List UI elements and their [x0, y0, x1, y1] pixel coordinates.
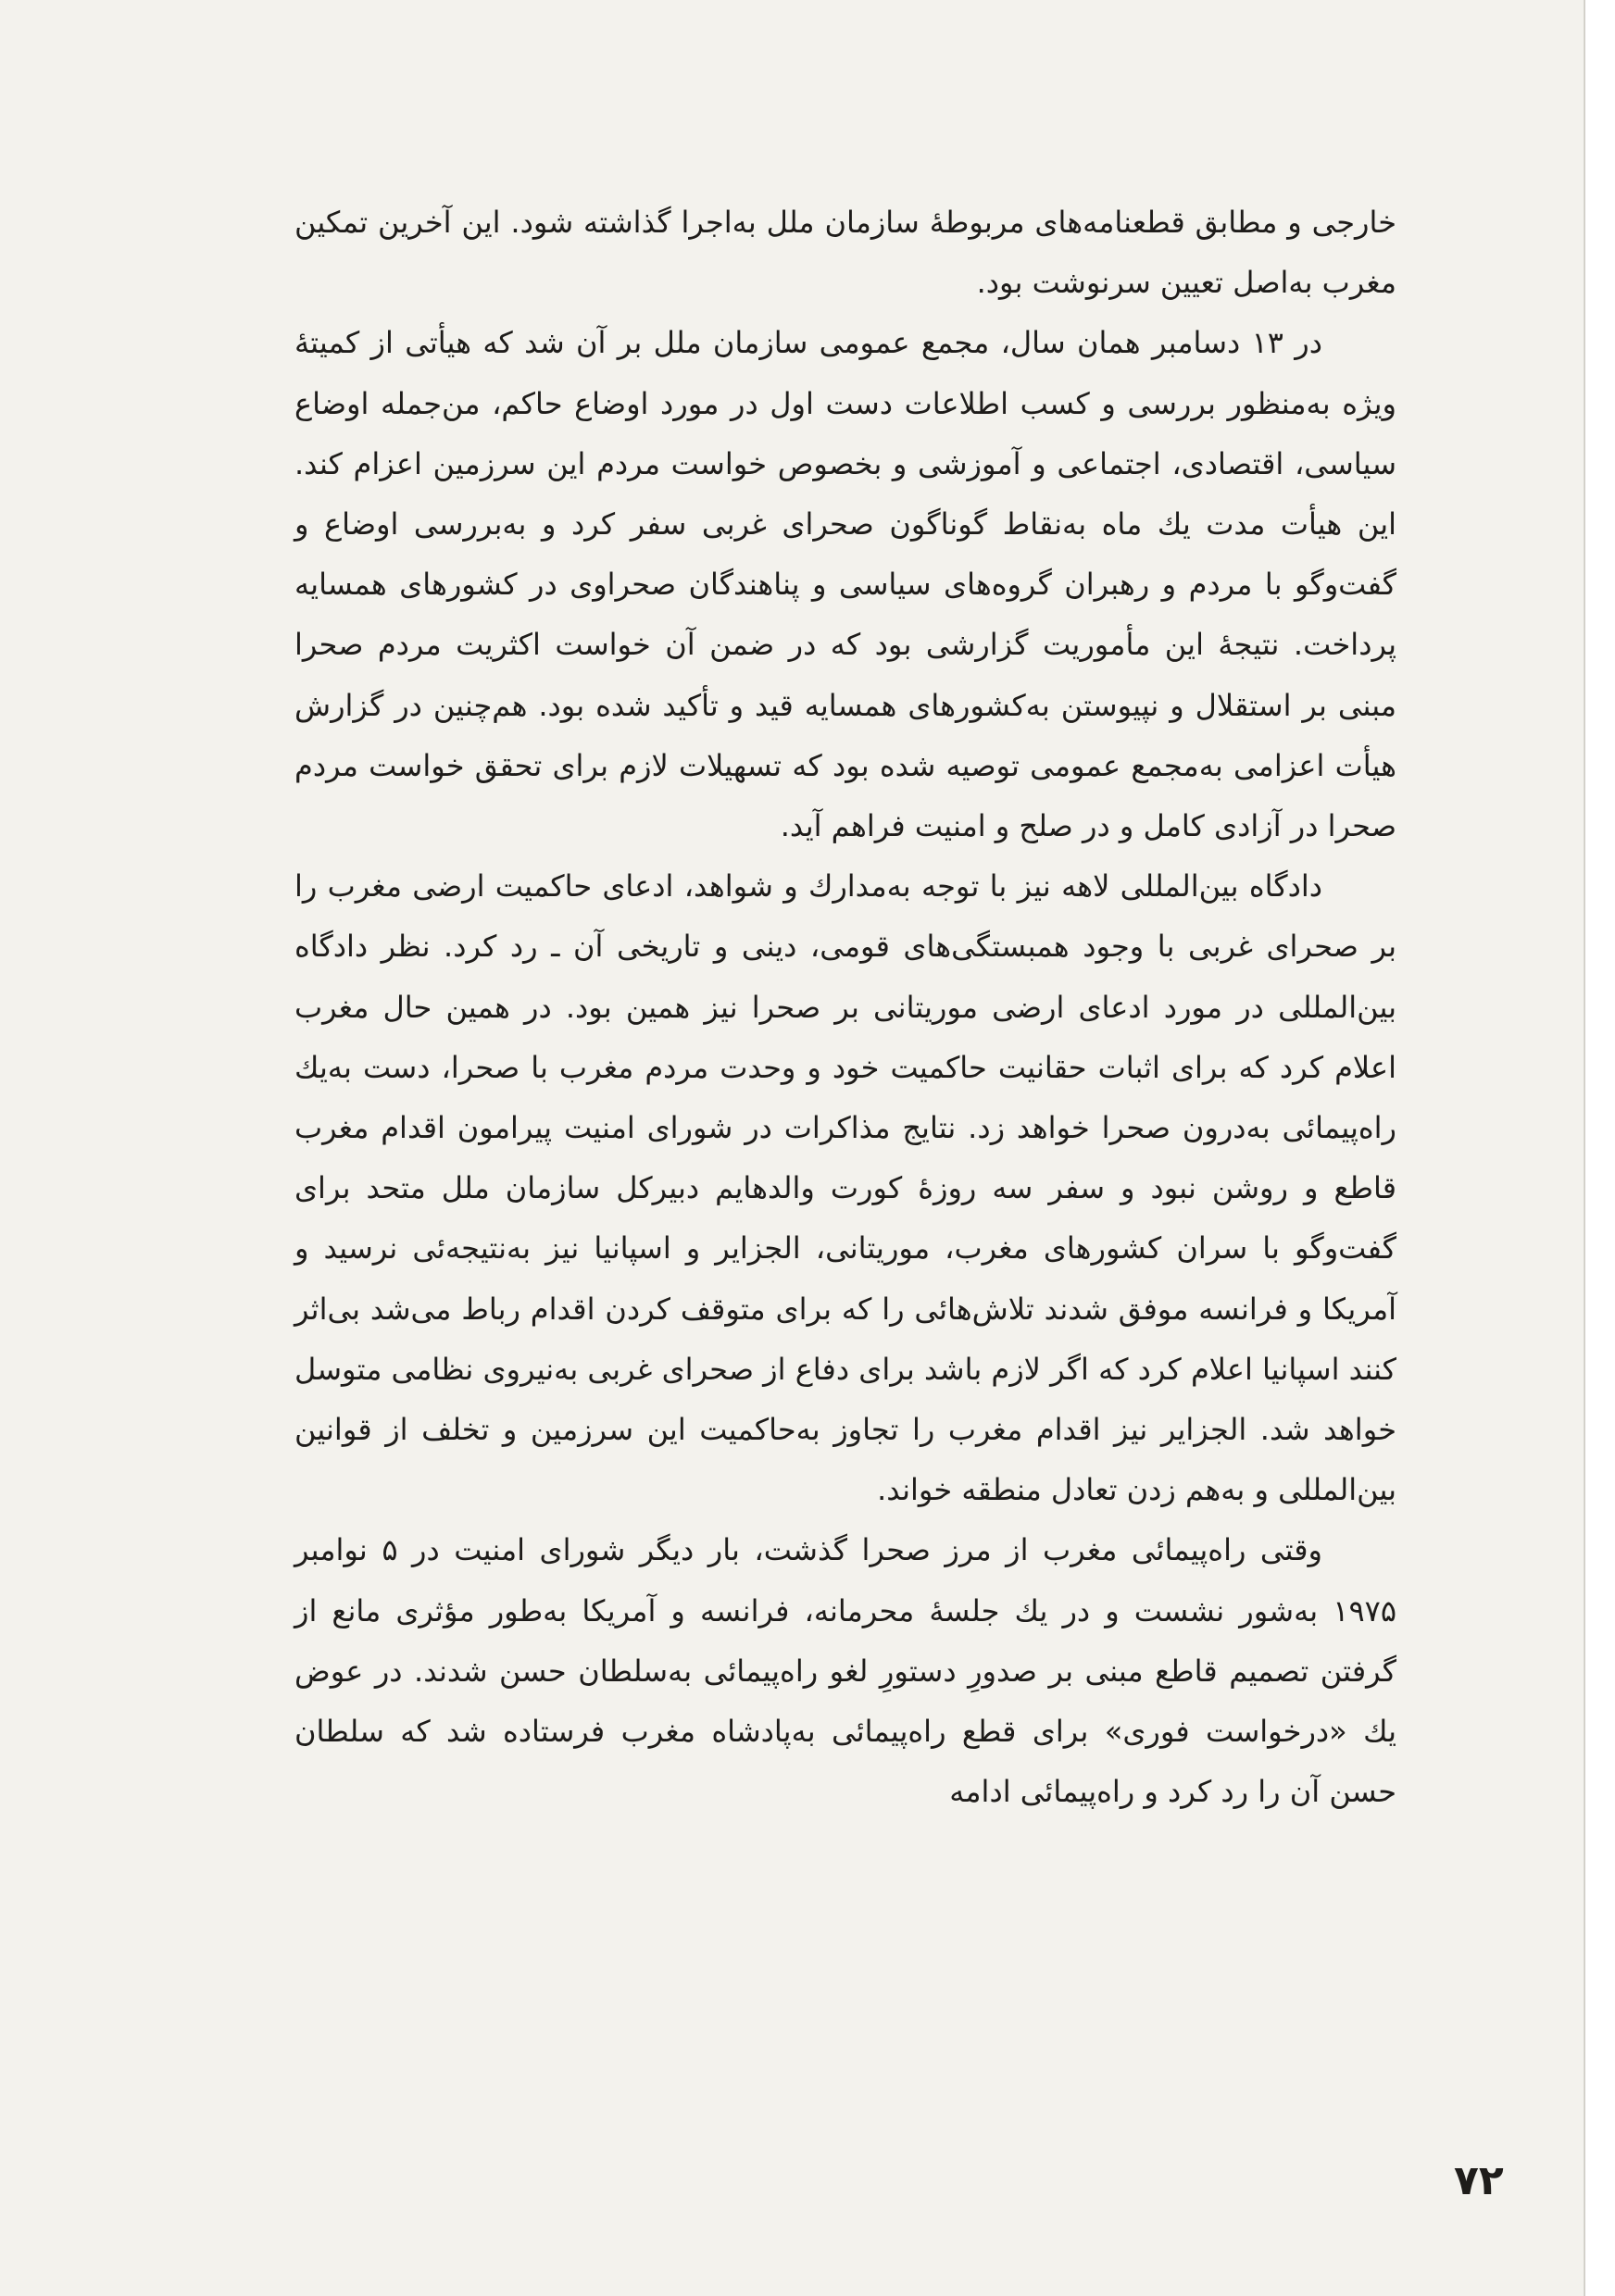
body-text [294, 193, 1396, 1822]
page-edge [1584, 0, 1615, 2296]
paragraph-un-mission: در ۱۳ دسامبر همان سال، مجمع عمومی سازمان ملل بر آن شد که هیأتی از کمیتهٔ ویژه به‌منظور بررسی و کسب اطلاعات دست اول در مورد اوضاع حاکم، من‌جمله اوضاع سیاسی، اقتصادی، اجتماعی و آموزشی و بخصوص خواست مردم این سرزمین اعزام کند. این هیأت مدت یك ماه به‌نقاط گوناگون صحرای غربی سفر کرد و به‌بررسی اوضاع و گفت‌وگو با مردم و رهبران گروه‌های سیاسی و پناهندگان صحراوی در کشورهای همسایه پرداخت. نتیجهٔ این مأموریت گزارشی بود که در ضمن آن خواست اکثریت مردم صحرا مبنی بر استقلال و نپیوستن به‌کشورهای همسایه قید و تأکید شده بود. هم‌چنین در گزارش هیأت اعزامی به‌مجمع عمومی توصیه شده بود که تسهیلات لازم برای تحقق خواست مردم صحرا در آزادی کامل و در صلح و امنیت فراهم آید. [294, 325, 1396, 844]
page-number: ۷۲ [1454, 2157, 1504, 2204]
paragraph-continuation: خارجی و مطابق قطعنامه‌های مربوطهٔ سازمان ملل به‌اجرا گذاشته شود. این آخرین تمکین مغرب به‌اصل تعیین سرنوشت بود. [294, 205, 1396, 301]
paragraph-green-march: وقتی راه‌پیمائی مغرب از مرز صحرا گذشت، بار دیگر شورای امنیت در ۵ نوامبر ۱۹۷۵ به‌شور نشست و در یك جلسهٔ محرمانه، فرانسه و آمریکا به‌طور مؤثری مانع از گرفتن تصمیم قاطع مبنی بر صدورِ دستورِ لغو راه‌پیمائی به‌سلطان حسن شدند. در عوض یك «درخواست فوری» برای قطع راه‌پیمائی به‌پادشاه مغرب فرستاده شد که سلطان حسن آن را رد کرد و راه‌پیمائی ادامه [294, 1532, 1396, 1810]
paragraph-hague-court: دادگاه بین‌المللی لاهه نیز با توجه به‌مدارك و شواهد، ادعای حاکمیت ارضی مغرب را بر صحرای غربی با وجود همبستگی‌های قومی، دینی و تاریخی آن ـ رد کرد. نظر دادگاه بین‌المللی در مورد ادعای ارضی موریتانی بر صحرا نیز همین بود. در همین حال مغرب اعلام کرد که برای اثبات حقانیت حاکمیت خود و وحدت مردم مغرب با صحرا، دست به‌یك راه‌پیمائی به‌درون صحرا خواهد زد. نتایج مذاکرات در شورای امنیت پیرامون اقدام مغرب قاطع و روشن نبود و سفر سه روزهٔ کورت والدهایم دبیرکل سازمان ملل متحد برای گفت‌وگو با سران کشورهای مغرب، موریتانی، الجزایر و اسپانیا نیز به‌نتیجه‌ئی نرسید و آمریکا و فرانسه موفق شدند تلاش‌هائی را که برای متوقف کردن اقدام رباط می‌شد بی‌اثر کنند اسپانیا اعلام کرد که اگر لازم باشد برای دفاع از صحرای غربی به‌نیروی نظامی متوسل خواهد شد. الجزایر نیز اقدام مغرب را تجاوز به‌حاکمیت این سرزمین و تخلف از قوانین بین‌المللی و به‌هم زدن تعادل منطقه خواند. [294, 868, 1396, 1508]
